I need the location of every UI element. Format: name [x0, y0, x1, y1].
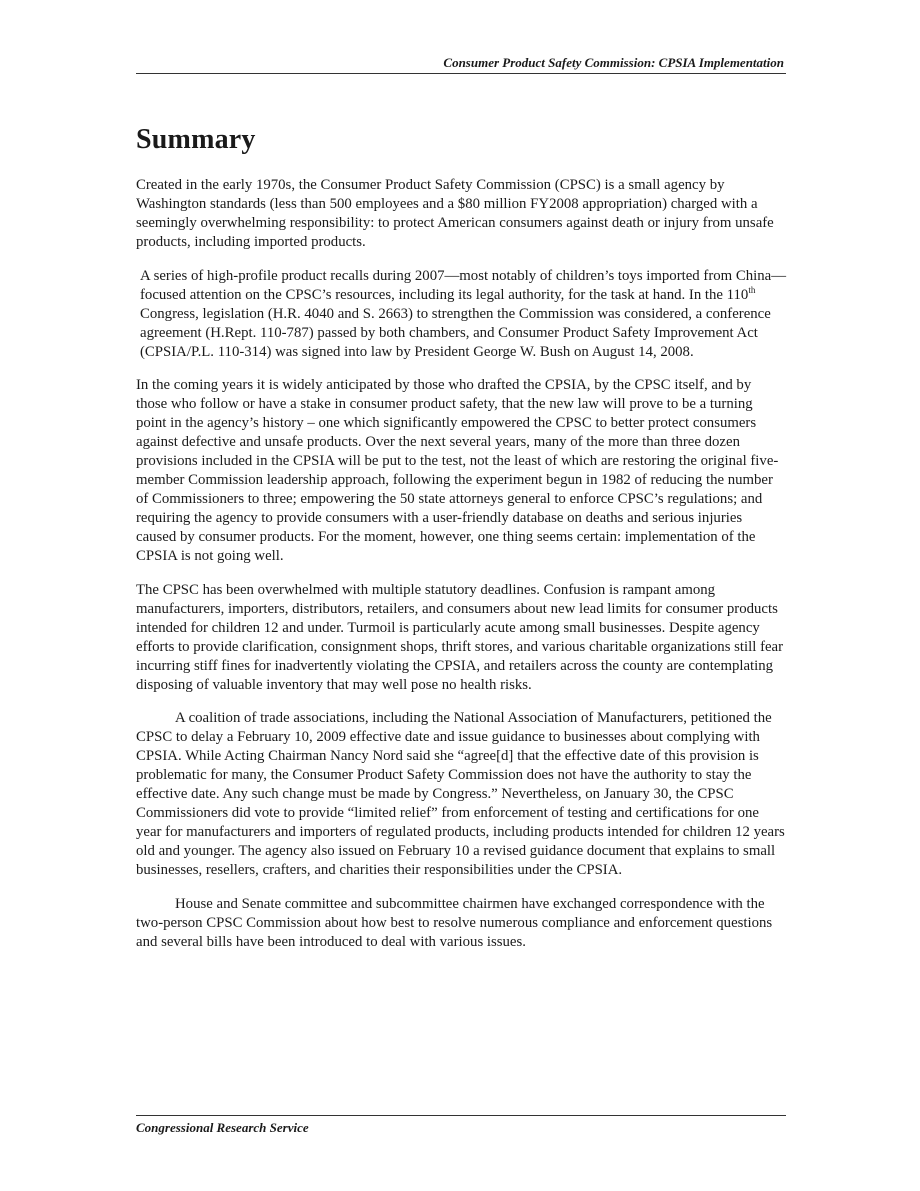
paragraph-2-part-1: A series of high-profile product recalls during 2007—most notably of children’s toys imported from China—focused attention on the CPSC’s resources, including its legal authority, for the task at hand. In the 110 [140, 267, 787, 303]
ordinal-superscript: th [748, 284, 756, 295]
paragraph-2-part-2: Congress, legislation (H.R. 4040 and S. 2663) to strengthen the Commission was considered, a conference agreement (H.Rept. 110-787) passed by both chambers, and Consumer Product Safety Improvement Act (CPSIA/P.L. 110-314) was signed into law by President George W. Bush on August 14, 2008. [140, 305, 771, 360]
paragraph-1: Created in the early 1970s, the Consumer Product Safety Commission (CPSC) is a small agency by Washington standards (less than 500 employees and a $80 million FY2008 appropriation) charged with a seemingly overwhelming responsibility: to protect American consumers against death or injury from unsafe products, including imported products. [136, 177, 774, 250]
footer-divider [136, 1115, 786, 1116]
running-header: Consumer Product Safety Commission: CPSIA Implementation [443, 55, 784, 70]
header-divider [136, 73, 786, 74]
paragraph-3: In the coming years it is widely anticipated by those who drafted the CPSIA, by the CPSC itself, and by those who follow or have a stake in consumer product safety, that the new law will prove to be a turning point in the agency’s history – one which significantly empowered the CPSC to better protect consumers against defective and unsafe products. Over the next several years, many of the more than three dozen provisions included in the CPSIA will be put to the test, not the least of which are restoring the original five-member Commission leadership approach, following the experiment begun in 1982 of reducing the number of Commissioners to three; empowering the 50 state attorneys general to enforce CPSC’s regulations; and requiring the agency to provide consumers with a user-friendly database on deaths and serious injuries caused by consumer products. For the moment, however, one thing seems certain: implementation of the CPSIA is not going well. [136, 377, 779, 564]
paragraph-5: A coalition of trade associations, including the National Association of Manufacturers, petitioned the CPSC to delay a February 10, 2009 effective date and issue guidance to businesses about complying with CPSIA. While Acting Chairman Nancy Nord said she “agree[d] that the effective date of this provision is problematic for many, the Consumer Product Safety Commission does not have the authority to stay the effective date. Any such change must be made by Congress.” Nevertheless, on January 30, the CPSC Commissioners did vote to provide “limited relief” from enforcement of testing and certifications for one year for manufacturers and importers of regulated products, including products intended for children 12 years old and younger. The agency also issued on February 10 a revised guidance document that explains to small businesses, resellers, crafters, and charities their responsibilities under the CPSIA. [136, 710, 785, 878]
paragraph-6: House and Senate committee and subcommittee chairmen have exchanged correspondence with the two-person CPSC Commission about how best to resolve numerous compliance and enforcement questions and several bills have been introduced to deal with various issues. [136, 895, 773, 950]
running-footer: Congressional Research Service [136, 1120, 309, 1135]
paragraph-2 [136, 267, 786, 362]
page-title: Summary [136, 124, 256, 155]
paragraph-4: The CPSC has been overwhelmed with multiple statutory deadlines. Confusion is rampant among manufacturers, importers, distributors, retailers, and consumers about new lead limits for consumer products intended for children 12 and under. Turmoil is particularly acute among small businesses. Despite agency efforts to provide clarification, consignment shops, thrift stores, and various charitable organizations still fear incurring stiff fines for inadvertently violating the CPSIA, and retailers across the county are contemplating disposing of valuable inventory that may well pose no health risks. [136, 581, 784, 693]
summary-body [136, 176, 786, 966]
